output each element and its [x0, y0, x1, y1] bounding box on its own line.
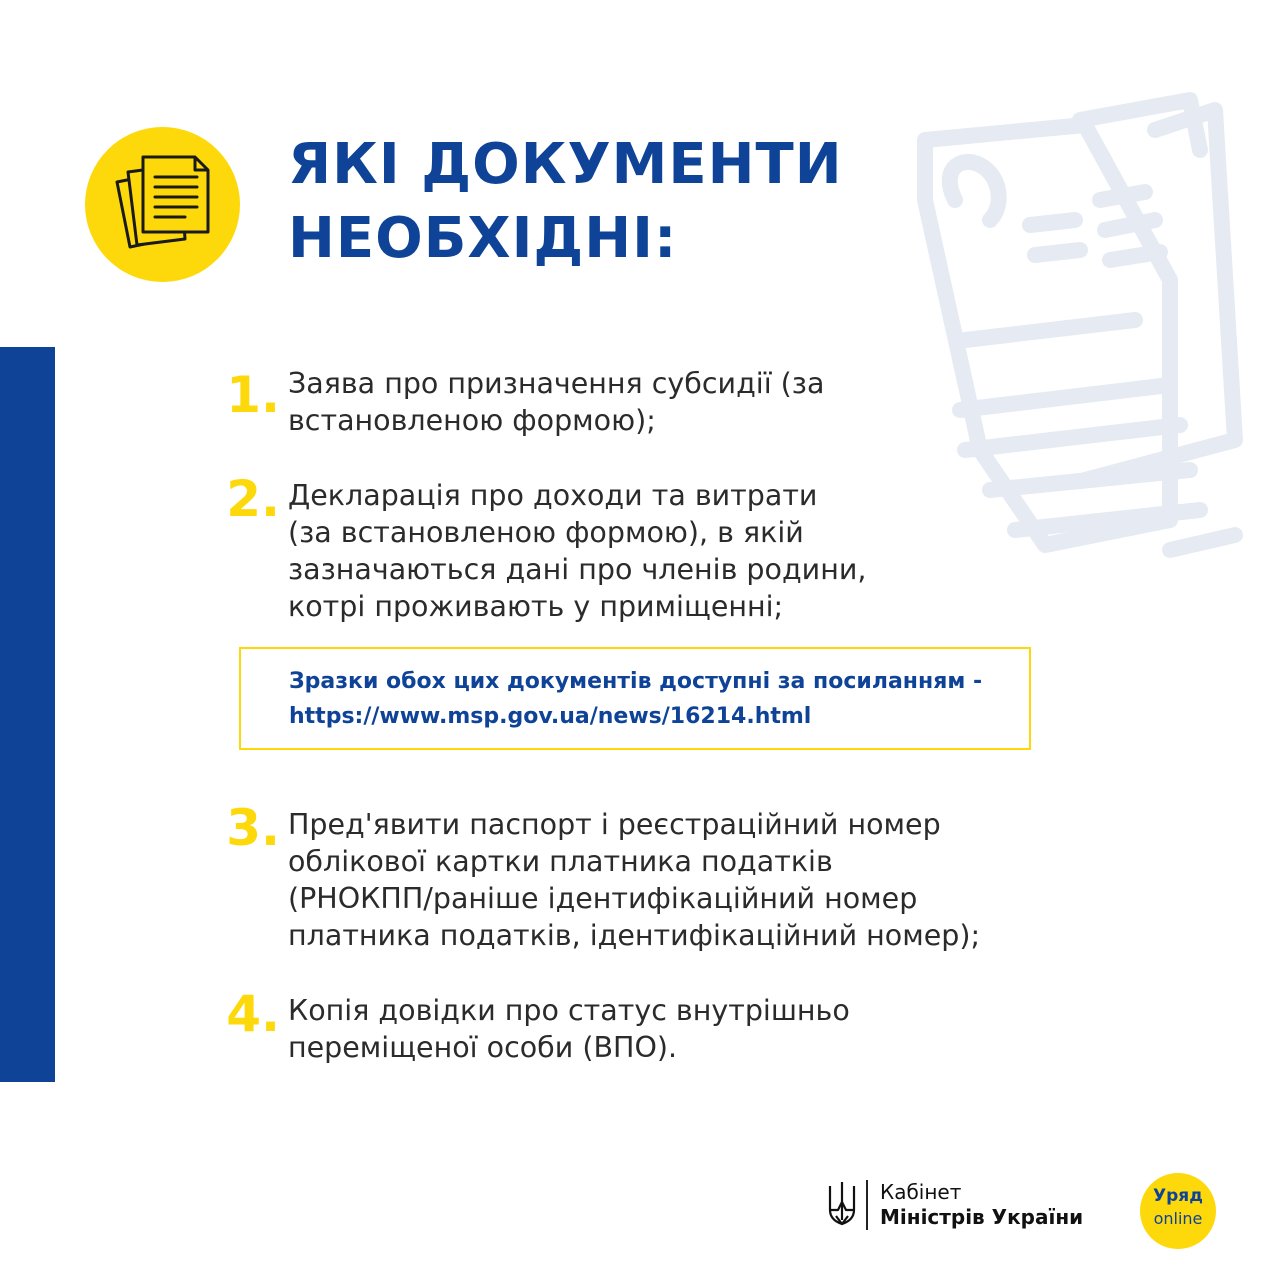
item-number: 3.: [226, 799, 280, 857]
item-text-line: (за встановленою формою), в якій: [288, 516, 804, 549]
title-line-1: ЯКІ ДОКУМЕНТИ: [288, 132, 843, 197]
documents-badge: [85, 127, 240, 282]
note-text: Зразки обох цих документів доступні за посиланням -: [289, 669, 983, 694]
item-text: [288, 477, 1088, 625]
item-text-line: Копія довідки про статус внутрішньо: [288, 994, 850, 1027]
item-text-line: Пред'явити паспорт і реєстраційний номер: [288, 808, 941, 841]
item-number: 1.: [226, 366, 280, 424]
item-text-line: Заява про призначення субсидії (за: [288, 367, 825, 400]
online-label: online: [1153, 1209, 1203, 1228]
item-text: [288, 806, 1088, 954]
cabinet-line-2: Міністрів України: [880, 1205, 1084, 1229]
trident-emblem-icon: [826, 1180, 858, 1228]
page-title: [288, 128, 843, 276]
uryad-label: Уряд: [1153, 1186, 1203, 1206]
item-number: 4.: [226, 985, 280, 1043]
cabinet-line-1: Кабінет: [880, 1180, 962, 1204]
item-text-line: зазначаються дані про членів родини,: [288, 553, 867, 586]
left-accent-bar: [0, 347, 55, 1082]
item-text-line: облікової картки платника податків: [288, 845, 833, 878]
cabinet-logo: [880, 1180, 1083, 1230]
item-text-line: платника податків, ідентифікаційний номер);: [288, 919, 981, 952]
note-link[interactable]: https://www.msp.gov.ua/news/16214.html: [289, 704, 812, 729]
item-text-line: переміщеної особи (ВПО).: [288, 1031, 678, 1064]
documents-link-note: [239, 647, 1031, 750]
title-line-2: НЕОБХІДНІ:: [288, 206, 678, 271]
item-text-line: Декларація про доходи та витрати: [288, 479, 818, 512]
item-text: [288, 992, 1088, 1066]
item-text-line: (РНОКПП/раніше ідентифікаційний номер: [288, 882, 918, 915]
footer-separator: [866, 1180, 868, 1230]
item-text: [288, 365, 1088, 439]
item-number: 2.: [226, 470, 280, 528]
item-text-line: встановленою формою);: [288, 404, 656, 437]
item-text-line: котрі проживають у приміщенні;: [288, 590, 784, 623]
documents-icon: [85, 127, 240, 282]
uryad-online-logo: [1140, 1173, 1216, 1249]
